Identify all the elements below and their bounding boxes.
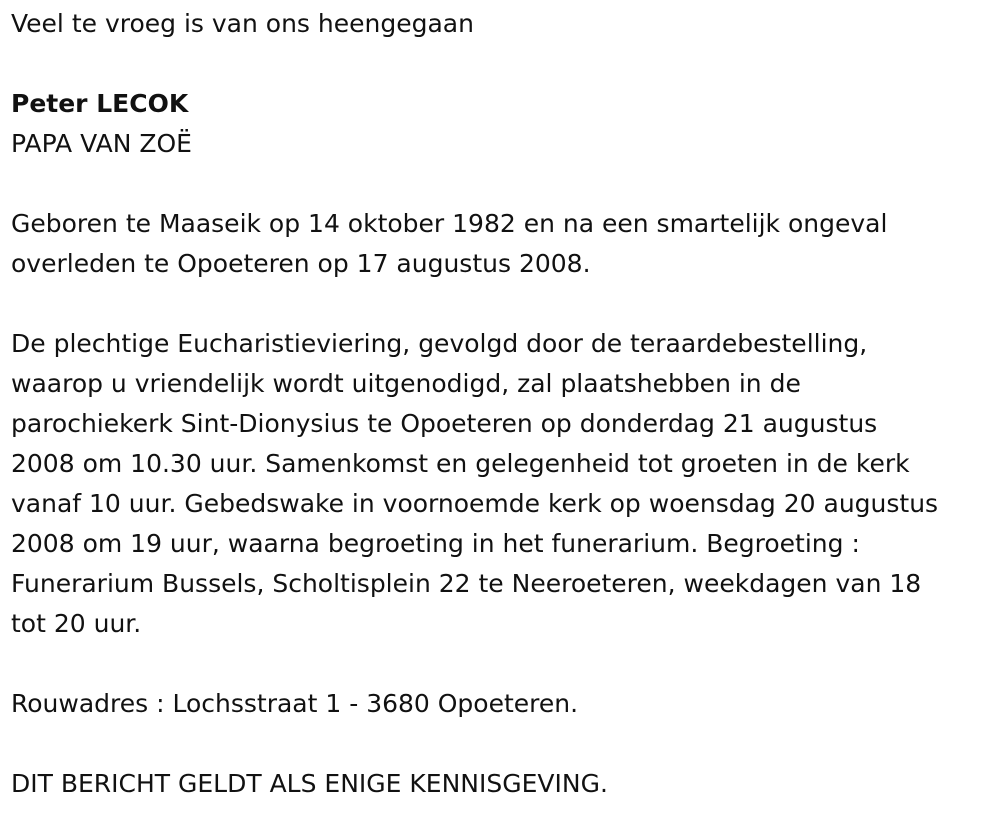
spacer bbox=[11, 644, 996, 684]
paragraph-line: vanaf 10 uur. Gebedswake in voornoemde kerk op woensdag 20 augustus bbox=[11, 489, 939, 518]
paragraph-line: overleden te Opoeteren op 17 augustus 2008. bbox=[11, 249, 591, 278]
spacer bbox=[11, 724, 996, 764]
intro-line: Veel te vroeg is van ons heengegaan bbox=[11, 9, 474, 38]
paragraph-line: parochiekerk Sint-Dionysius te Opoeteren op donderdag 21 augustus bbox=[11, 409, 878, 438]
birth-paragraph bbox=[11, 204, 996, 284]
paragraph-line: Funerarium Bussels, Scholtisplein 22 te Neeroeteren, weekdagen van 18 bbox=[11, 569, 922, 598]
spacer bbox=[11, 284, 996, 324]
paragraph-line: tot 20 uur. bbox=[11, 609, 142, 638]
paragraph-line: 2008 om 10.30 uur. Samenkomst en gelegenheid tot groeten in de kerk bbox=[11, 449, 910, 478]
ceremony-paragraph bbox=[11, 324, 996, 644]
paragraph-line: 2008 om 19 uur, waarna begroeting in het funerarium. Begroeting : bbox=[11, 529, 860, 558]
subtitle: PAPA VAN ZOË bbox=[11, 129, 192, 158]
deceased-name: Peter LECOK bbox=[11, 89, 189, 118]
paragraph-line: waarop u vriendelijk wordt uitgenodigd, zal plaatshebben in de bbox=[11, 369, 801, 398]
spacer bbox=[11, 164, 996, 204]
mourning-address: Rouwadres : Lochsstraat 1 - 3680 Opoeteren. bbox=[11, 689, 579, 718]
paragraph-line: Geboren te Maaseik op 14 oktober 1982 en na een smartelijk ongeval bbox=[11, 209, 888, 238]
notice-line: DIT BERICHT GELDT ALS ENIGE KENNISGEVING. bbox=[11, 769, 608, 798]
spacer bbox=[11, 44, 996, 84]
obituary-notice bbox=[11, 4, 996, 804]
paragraph-line: De plechtige Eucharistieviering, gevolgd door de teraardebestelling, bbox=[11, 329, 868, 358]
